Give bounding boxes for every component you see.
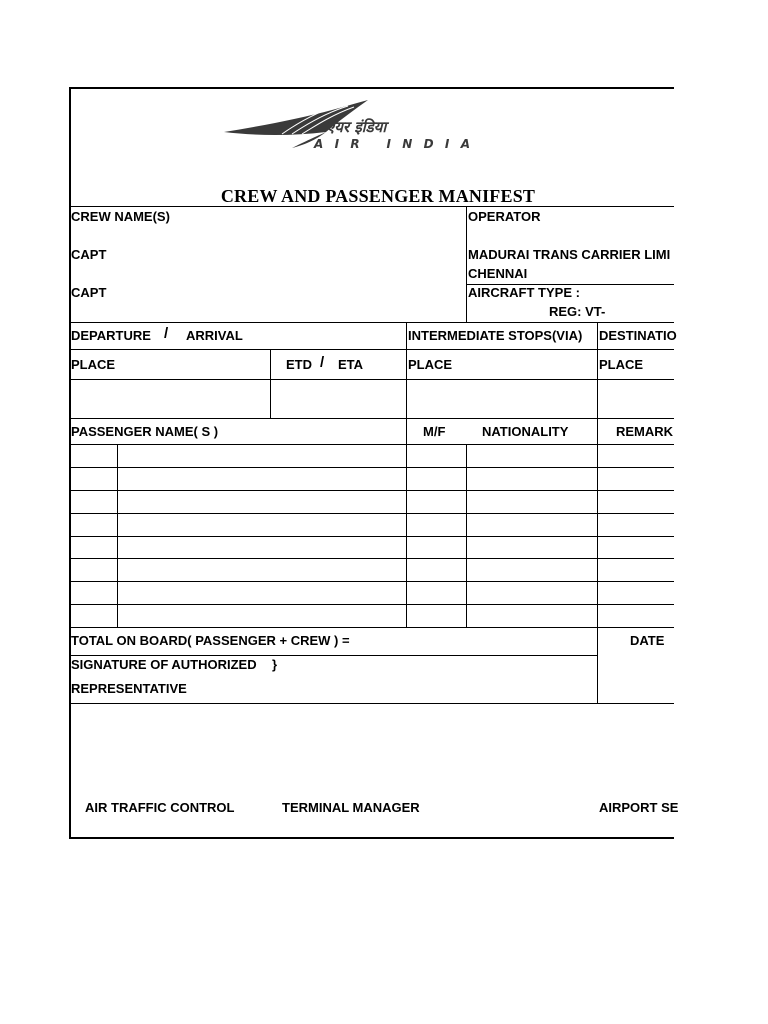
passenger-row-divider bbox=[69, 604, 674, 605]
operator-header: OPERATOR bbox=[468, 209, 541, 224]
rule-col-etd bbox=[270, 349, 271, 418]
destination-label: DESTINATIO bbox=[599, 328, 677, 343]
passenger-row-divider bbox=[69, 536, 674, 537]
rule-under-passenger-rows bbox=[69, 627, 674, 628]
arrival-label: ARRIVAL bbox=[186, 328, 243, 343]
departure-place-label: PLACE bbox=[71, 357, 116, 372]
aircraft-type-label: AIRCRAFT TYPE : bbox=[468, 285, 580, 300]
nationality-header: NATIONALITY bbox=[482, 424, 569, 439]
passenger-row-divider bbox=[69, 513, 674, 514]
air-india-logo bbox=[222, 98, 492, 154]
gender-header: M/F bbox=[423, 424, 446, 439]
manifest-title: CREW AND PASSENGER MANIFEST bbox=[220, 186, 536, 206]
passenger-name-header: PASSENGER NAME( S ) bbox=[71, 424, 219, 439]
rule-under-signature bbox=[69, 703, 674, 704]
terminal-manager-label: TERMINAL MANAGER bbox=[282, 800, 420, 815]
operator-name: MADURAI TRANS CARRIER LIMI bbox=[468, 247, 671, 262]
eta-label: ETA bbox=[338, 357, 364, 372]
rule-col-destination bbox=[597, 322, 598, 444]
signature-label: SIGNATURE OF AUTHORIZED bbox=[71, 657, 257, 672]
airport-security-label: AIRPORT SE bbox=[599, 800, 679, 815]
rule-under-place-values bbox=[69, 418, 674, 419]
rule-under-crew bbox=[69, 322, 674, 323]
operator-city: CHENNAI bbox=[468, 266, 528, 281]
logo-text-english: AIR INDIA bbox=[314, 137, 472, 151]
border-top bbox=[69, 87, 674, 89]
border-bottom bbox=[69, 837, 674, 839]
intermediate-place-label: PLACE bbox=[408, 357, 453, 372]
rule-col-date bbox=[597, 627, 598, 703]
rule-under-total bbox=[69, 655, 598, 656]
rule-crew-operator-divider bbox=[466, 206, 467, 322]
departure-label: DEPARTURE bbox=[71, 328, 151, 343]
passenger-row-divider bbox=[69, 558, 674, 559]
destination-place-label: PLACE bbox=[599, 357, 644, 372]
crew-capt-2: CAPT bbox=[71, 285, 107, 300]
rule-under-place bbox=[69, 379, 674, 380]
intermediate-stops-label: INTERMEDIATE STOPS(VIA) bbox=[408, 328, 583, 343]
registration-label: REG: VT- bbox=[549, 304, 606, 319]
etd-eta-slash: / bbox=[320, 354, 325, 371]
remarks-header: REMARK bbox=[616, 424, 674, 439]
total-on-board-label: TOTAL ON BOARD( PASSENGER + CREW ) = bbox=[71, 633, 350, 648]
rule-under-passenger-header bbox=[69, 444, 674, 445]
passenger-row-divider bbox=[69, 581, 674, 582]
departure-arrival-slash: / bbox=[164, 325, 169, 342]
passenger-row-divider bbox=[69, 467, 674, 468]
date-label: DATE bbox=[630, 633, 665, 648]
rule-under-route-header bbox=[69, 349, 674, 350]
logo-text-hindi: एयर इंडिया bbox=[326, 118, 387, 136]
air-traffic-control-label: AIR TRAFFIC CONTROL bbox=[85, 800, 235, 815]
border-left bbox=[69, 87, 71, 838]
crew-names-header: CREW NAME(S) bbox=[71, 209, 170, 224]
crew-capt-1: CAPT bbox=[71, 247, 107, 262]
rule-under-title bbox=[69, 206, 674, 207]
representative-label: REPRESENTATIVE bbox=[71, 681, 187, 696]
etd-label: ETD bbox=[286, 357, 312, 372]
signature-brace: } bbox=[272, 657, 278, 672]
passenger-row-divider bbox=[69, 490, 674, 491]
